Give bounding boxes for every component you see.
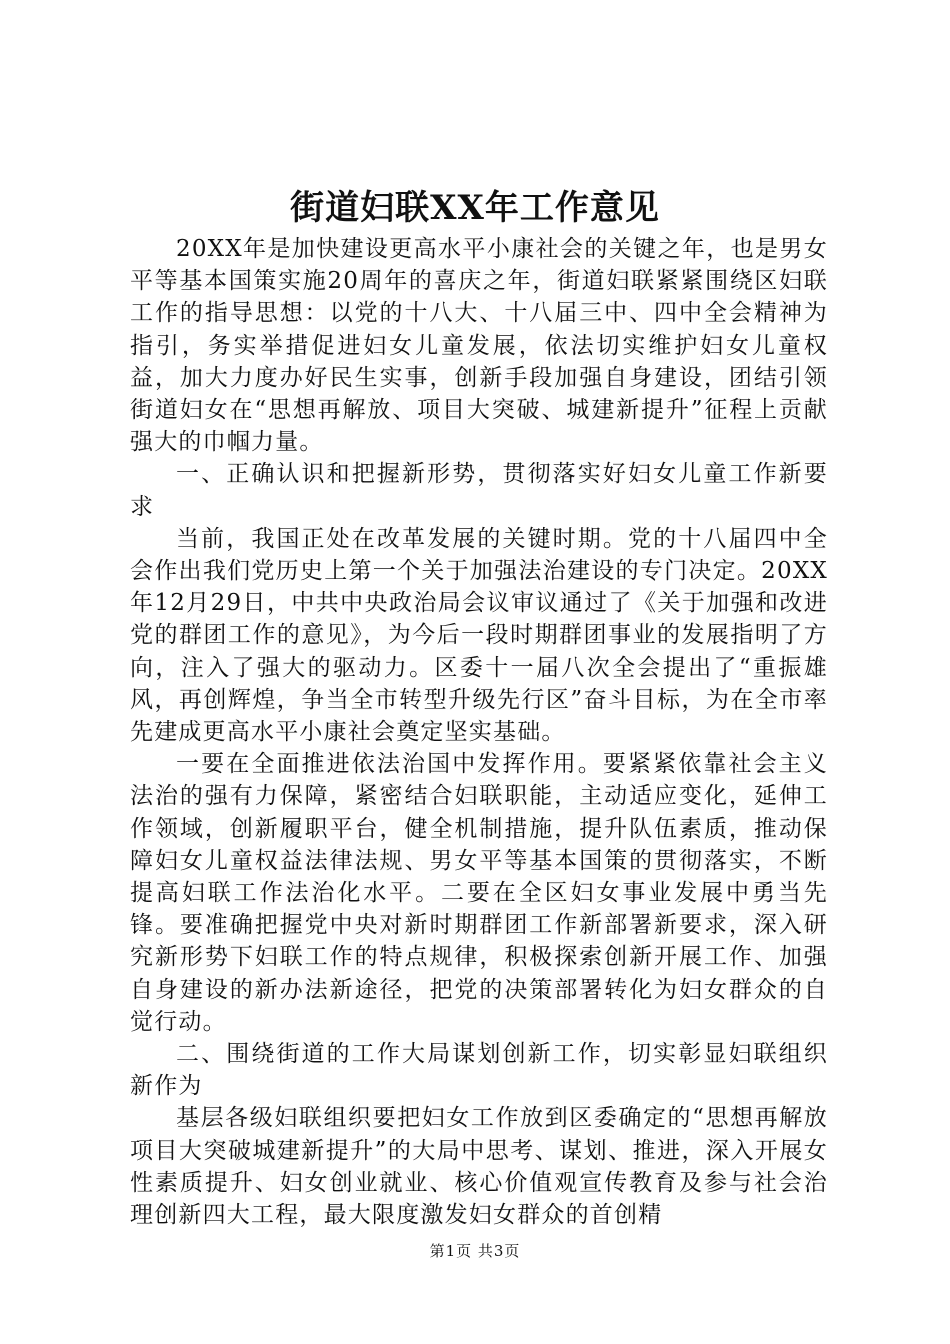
section-heading-1: 一、正确认识和把握新形势，贯彻落实好妇女儿童工作新要求 xyxy=(130,461,828,520)
section-heading-2: 二、围绕街道的工作大局谋划创新工作，切实彰显妇联组织新作为 xyxy=(130,1041,828,1100)
document-title: 街道妇联XX年工作意见 xyxy=(290,188,660,228)
paragraph-intro: 20XX年是加快建设更高水平小康社会的关键之年，也是男女平等基本国策实施20周年的喜庆之年，街道妇联紧紧围绕区妇联工作的指导思想：以党的十八大、十八届三中、四中全会精神为指引，务实举措促进妇女儿童发展，依法切实维护妇女儿童权益，加大力度办好民生实事，创新手段加强自身建设，团结引领街道妇女在“思想再解放、项目大突破、城建新提升”征程上贡献强大的巾帼力量。 xyxy=(130,236,828,456)
paragraph-requirements: 一要在全面推进依法治国中发挥作用。要紧紧依靠社会主义法治的强有力保障，紧密结合妇联职能，主动适应变化，延伸工作领域，创新履职平台，健全机制措施，提升队伍素质，推动保障妇女儿童权益法律法规、男女平等基本国策的贯彻落实，不断提高妇联工作法治化水平。二要在全区妇女事业发展中勇当先锋。要准确把握党中央对新时期群团工作新部署新要求，深入研究新形势下妇联工作的特点规律，积极探索创新开展工作、加强自身建设的新办法新途径，把党的决策部署转化为妇女群众的自觉行动。 xyxy=(130,751,828,1035)
paragraph-current-situation: 当前，我国正处在改革发展的关键时期。党的十八届四中全会作出我们党历史上第一个关于加强法治建设的专门决定。20XX年12月29日，中共中央政治局会议审议通过了《关于加强和改进党的群团工作的意见》，为今后一段时期群团事业的发展指明了方向，注入了强大的驱动力。区委十一届八次全会提出了“重振雄风，再创辉煌，争当全市转型升级先行区”奋斗目标，为在全市率先建成更高水平小康社会奠定坚实基础。 xyxy=(130,525,828,746)
document-body xyxy=(130,233,828,1231)
paragraph-grassroots: 基层各级妇联组织要把妇女工作放到区委确定的“思想再解放项目大突破城建新提升”的大局中思考、谋划、推进，深入开展女性素质提升、妇女创业就业、核心价值观宣传教育及参与社会治理创新四大工程，最大限度激发妇女群众的首创精 xyxy=(130,1105,828,1229)
page-number-footer: 第1页 共3页 xyxy=(429,1242,521,1260)
